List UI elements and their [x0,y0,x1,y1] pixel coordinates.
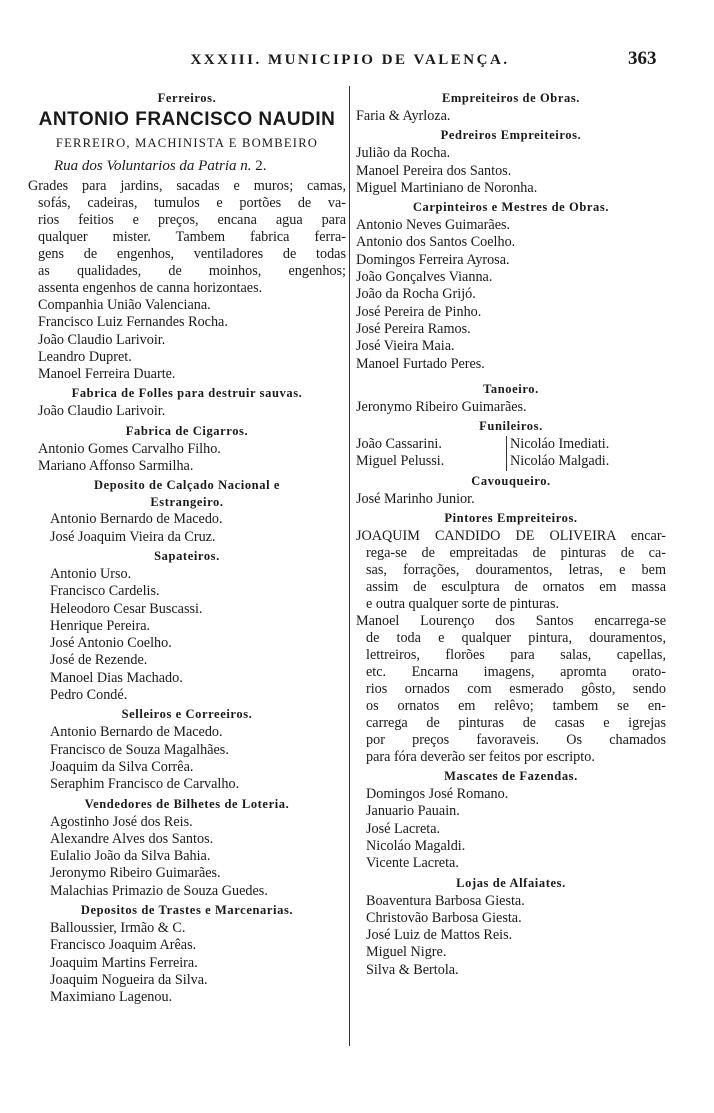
section-heading-sapateiros: Sapateiros. [154,548,220,563]
list-item: Francisco Cardelis. [50,583,160,600]
list-item: Malachias Primazio de Souza Guedes. [50,882,268,899]
list-item: José Marinho Junior. [356,490,475,507]
list-item: Alexandre Alves dos Santos. [50,830,214,847]
running-head: XXXIII. MUNICIPIO DE VALENÇA. [190,52,510,68]
list-item: Companhia União Valenciana. [38,297,211,313]
ad-line: rios feitios e preços, encana agua para [38,212,346,228]
ad-line: rios ornados com esmerado gôsto, sendo [366,681,666,698]
ad-line: sofás, cadeiras, tumulos e portões de va- [38,195,346,211]
section-heading-cavouqueiro: Cavouqueiro. [471,473,551,488]
list-item: Agostinho José dos Reis. [50,813,193,830]
ad-line: rega-se de empreitadas de pinturas de ca- [366,545,666,562]
ad-line: de toda e qualquer pintura, douramentos, [366,630,666,647]
list-item: Miguel Martiniano de Noronha. [356,179,538,196]
address-number: 2. [255,158,267,174]
ad-line: etc. Encarna imagens, apromta orato- [366,664,666,681]
list-item: José de Rezende. [50,652,148,669]
list-item: Leandro Dupret. [38,348,132,365]
list-item: Miguel Pelussi. [356,453,445,470]
list-item: João Claudio Larivoir. [38,331,166,348]
section-heading-selleiros: Selleiros e Correeiros. [121,707,253,722]
list-item: Antonio Bernardo de Macedo. [50,724,223,741]
list-item: Manoel Dias Machado. [50,669,183,686]
ad-line: para fóra deverão ser feitos por escripto. [366,749,595,766]
list-item: Antonio Urso. [50,565,132,582]
section-heading-calcado-2: Estrangeiro. [150,495,224,510]
ad-line: qualquer mister. Tambem fabrica ferra- [38,229,346,245]
list-item: Januario Pauain. [366,803,460,820]
list-item: José Pereira Ramos. [356,320,471,337]
list-item: João Gonçalves Vianna. [356,269,493,286]
section-heading-alfaiates: Lojas de Alfaiates. [456,875,566,890]
right-column [356,88,666,979]
list-item: Eulalio João da Silva Bahia. [50,848,211,865]
list-item: José Antonio Coelho. [50,635,172,652]
list-item: Boaventura Barbosa Giesta. [366,892,525,909]
ad-line: assim de esculptura de ornatos em massa [366,579,666,596]
list-item: João da Rocha Grijó. [356,286,476,303]
section-heading-funileiros: Funileiros. [479,419,543,434]
list-item: Nicoláo Malgadi. [510,453,610,470]
list-item: Henrique Pereira. [50,617,151,634]
section-heading-trastes: Depositos de Trastes e Marcenarias. [80,903,294,918]
pintores-ad-1 [356,528,666,613]
ad-line: gens de engenhos, ventiladores de todas [38,246,346,262]
list-item: Antonio Bernardo de Macedo. [50,511,223,528]
page-number: 363 [628,48,657,69]
funileiros-col-a [356,436,506,471]
section-heading-obras: Empreiteiros de Obras. [441,91,581,105]
advertiser-name: ANTONIO FRANCISCO NAUDIN [38,109,336,130]
section-heading-ferreiros: Ferreiros. [157,91,217,105]
list-item: Mariano Affonso Sarmilha. [38,458,194,475]
list-item: José Vieira Maia. [356,338,455,355]
ad-line: assenta engenhos de canna horizontaes. [38,280,263,296]
list-item: Joaquim da Silva Corrêa. [50,758,194,775]
section-heading-cigarros: Fabrica de Cigarros. [125,423,249,438]
list-item: Nicoláo Imediati. [510,436,610,453]
list-item: Domingos Ferreira Ayrosa. [356,251,510,268]
list-item: João Cassarini. [356,436,442,453]
list-item: Joaquim Martins Ferreira. [50,954,198,971]
list-item: Maximiano Lagenou. [50,989,173,1006]
list-item: Antonio dos Santos Coelho. [356,234,516,251]
ad-line: sas, forrações, douramentos, letras, e bem [366,562,666,579]
list-item: Balloussier, Irmão & C. [50,920,186,937]
list-item: Antonio Neves Guimarães. [356,217,511,234]
list-item: Vicente Lacreta. [366,855,459,872]
section-heading-pintores: Pintores Empreiteiros. [444,511,578,526]
ad-line: carrega de pinturas de casas e igrejas [366,715,666,732]
list-item: Manoel Ferreira Duarte. [38,366,176,383]
ad-line: lettreiros, florões para salas, capellas, [366,647,666,664]
list-item: Pedro Condé. [50,687,128,704]
pintores-ad-2 [356,613,666,766]
funileiros-two-column [356,436,666,471]
list-item: Nicoláo Magaldi. [366,837,466,854]
list-item: José Pereira de Pinho. [356,303,482,320]
section-heading-loteria: Vendedores de Bilhetes de Loteria. [84,796,290,811]
address-street: Rua dos Voluntarios da Patria n. [54,158,252,174]
list-item: Francisco de Souza Magalhães. [50,741,229,758]
list-item: Joaquim Nogueira da Silva. [50,971,208,988]
list-item: Heleodoro Cesar Buscassi. [50,600,203,617]
section-heading-folles: Fabrica de Folles para destruir sauvas. [71,386,303,401]
list-item: Antonio Gomes Carvalho Filho. [38,440,221,457]
list-item: Manoel Pereira dos Santos. [356,162,512,179]
list-item: Jeronymo Ribeiro Guimarães. [356,398,527,415]
section-heading-carpinteiros: Carpinteiros e Mestres de Obras. [412,200,610,215]
list-item: José Joaquim Vieira da Cruz. [50,528,216,545]
left-column [28,88,346,1007]
ad-line: por preços favoraveis. Os chamados [366,732,666,749]
list-item: Faria & Ayrloza. [356,108,451,124]
list-item: Miguel Nigre. [366,944,447,961]
list-item: José Luiz de Mattos Reis. [366,927,513,944]
list-item: Seraphim Francisco de Carvalho. [50,776,240,793]
list-item: Manoel Furtado Peres. [356,355,485,372]
ad-line: Manoel Lourenço dos Santos encarrega-se [356,613,666,630]
list-item: Francisco Luiz Fernandes Rocha. [38,314,228,331]
funileiros-col-b [506,436,609,471]
advertisement-text [28,178,346,297]
ad-line: e outra qualquer sorte de pinturas. [366,596,560,613]
list-item: Domingos José Romano. [366,786,509,803]
section-heading-pedreiros: Pedreiros Empreiteiros. [440,128,582,143]
list-item: Christovão Barbosa Giesta. [366,909,522,926]
column-rule [349,86,350,1046]
list-item: José Lacreta. [366,820,441,837]
section-heading-calcado: Deposito de Calçado Nacional e [93,478,281,493]
list-item: Silva & Bertola. [366,961,459,978]
section-heading-mascates: Mascates de Fazendas. [444,769,578,784]
advertiser-trade: FERREIRO, MACHINISTA E BOMBEIRO [55,136,319,150]
list-item: Jeronymo Ribeiro Guimarães. [50,865,221,882]
ad-line: Grades para jardins, sacadas e muros; camas, [28,178,346,194]
list-item: Francisco Joaquim Arêas. [50,937,197,954]
list-item: Julião da Rocha. [356,145,451,162]
advertiser-address [28,154,346,178]
section-heading-tanoeiro: Tanoeiro. [483,381,539,396]
ad-line: os ornatos em relêvo; tambem se en- [366,698,666,715]
ad-line: as qualidades, de moinhos, engenhos; [38,263,346,279]
ad-line: JOAQUIM CANDIDO DE OLIVEIRA encar- [356,528,666,545]
list-item: João Claudio Larivoir. [38,403,166,420]
